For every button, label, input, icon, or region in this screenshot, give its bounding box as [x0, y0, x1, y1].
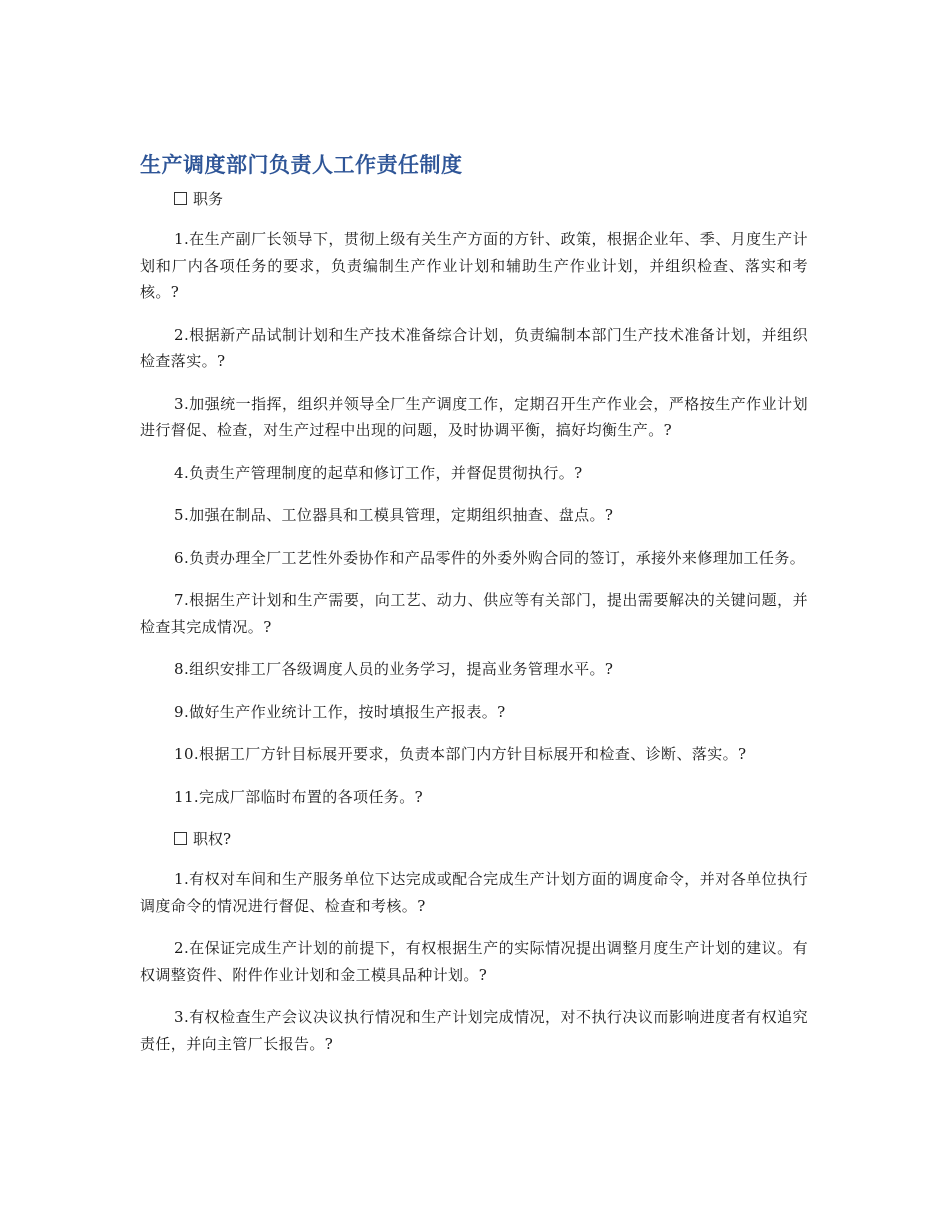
authority-item-2: 2.在保证完成生产计划的前提下，有权根据生产的实际情况提出调整月度生产计划的建议。有权调整资件、附件作业计划和金工模具品种计划。?: [140, 939, 808, 984]
authority-item-3: 3.有权检查生产会议决议执行情况和生产计划完成情况，对不执行决议而影响进度者有权追究责任，并向主管厂长报告。?: [140, 1008, 808, 1053]
duty-item-3: 3.加强统一指挥，组织并领导全厂生产调度工作，定期召开生产作业会，严格按生产作业计划进行督促、检查，对生产过程中出现的问题，及时协调平衡，搞好均衡生产。?: [140, 394, 808, 439]
duty-item-2: 2.根据新产品试制计划和生产技术准备综合计划，负责编制本部门生产技术准备计划，并组织检查落实。?: [140, 325, 808, 370]
section-heading-label: 职务: [193, 190, 224, 208]
duty-item-4: 4.负责生产管理制度的起草和修订工作，并督促贯彻执行。?: [174, 463, 583, 482]
duty-item-10: 10.根据工厂方针目标展开要求，负责本部门内方针目标展开和检查、诊断、落实。?: [174, 745, 747, 763]
checkbox-icon: [174, 832, 187, 845]
section-heading-label: 职权?: [193, 830, 232, 848]
section-heading-duties: [140, 186, 808, 212]
duty-item-5: 5.加强在制品、工位器具和工模具管理，定期组织抽查、盘点。?: [174, 506, 614, 524]
duty-item-9: 9.做好生产作业统计工作，按时填报生产报表。?: [174, 702, 506, 721]
duty-item-7: 7.根据生产计划和生产需要，向工艺、动力、供应等有关部门，提出需要解决的关键问题，并检查其完成情况。?: [140, 591, 808, 636]
duty-item-1: 1.在生产副厂长领导下，贯彻上级有关生产方面的方针、政策，根据企业年、季、月度生产计划和厂内各项任务的要求，负责编制生产作业计划和辅助生产作业计划，并组织检查、落实和考核。?: [140, 230, 808, 301]
authority-item-1: 1.有权对车间和生产服务单位下达完成或配合完成生产计划方面的调度命令，并对各单位执行调度命令的情况进行督促、检查和考核。?: [140, 870, 808, 915]
document-page: [140, 148, 808, 1073]
duty-item-6: 6.负责办理全厂工艺性外委协作和产品零件的外委外购合同的签订，承接外来修理加工任务。: [174, 548, 806, 567]
section-heading-authority: [140, 826, 808, 852]
duty-item-8: 8.组织安排工厂各级调度人员的业务学习，提高业务管理水平。?: [174, 660, 614, 678]
document-title: 生产调度部门负责人工作责任制度: [140, 153, 463, 177]
duty-item-11: 11.完成厂部临时布置的各项任务。?: [174, 787, 424, 806]
checkbox-icon: [174, 192, 187, 205]
